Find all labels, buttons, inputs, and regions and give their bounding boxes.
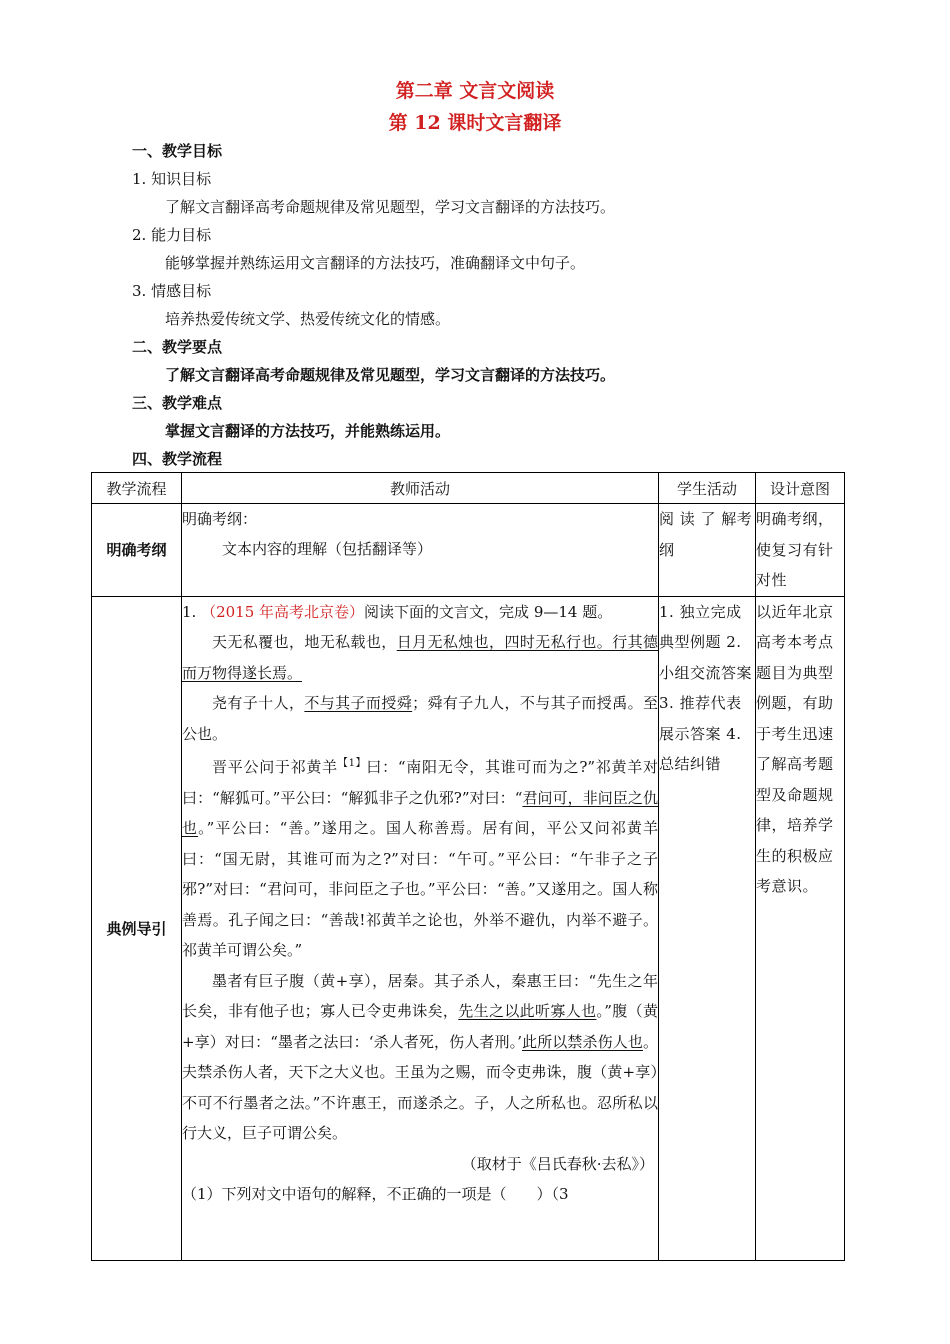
passage-paragraph-2	[182, 688, 658, 749]
p3-text-c: 。”平公曰：“善。”遂用之。国人称善焉。居有间，平公又问祁黄羊曰：“国无尉，其谁可而为之?”对曰：“午可。”平公曰：“午非子之子邪?”对曰：“君问可，非问臣之子也。”平公曰：“善。”又遂用之。国人称善焉。孔子闻之曰：“善哉!祁黄羊之论也，外举不避仇，内举不避子。祁黄羊可谓公矣。”	[182, 819, 658, 959]
passage-paragraph-4	[182, 966, 658, 1149]
footnote-mark: 【1】	[337, 758, 367, 769]
key-points-text: 了解文言翻译高考命题规律及常见题型，学习文言翻译的方法技巧。	[165, 366, 616, 384]
table-row	[92, 504, 845, 597]
passage-source: （取材于《吕氏春秋·去私》）	[461, 1154, 654, 1173]
teacher-activity-syllabus	[182, 504, 659, 597]
p3-text-b: 曰：“南阳无令，其谁可而为之?”祁黄羊对曰：“解狐可。”平公曰：“解狐非子之仇邪?”对曰：“	[182, 758, 658, 807]
p4-underlined-1: 先生之以此听寡人也	[458, 1002, 597, 1020]
p1-underlined: 日月无私烛也，四时无私行也。行其德而万物得遂长焉。	[182, 633, 658, 682]
student-activity-syllabus: 阅 读 了 解考纲	[659, 504, 756, 597]
header-intent: 设计意图	[756, 473, 845, 504]
p4-text-c: 。夫禁杀伤人者，天下之大义也。王虽为之赐，而令吏弗诛，腹（黄+享）不可不行墨者之法。”不许惠王，而遂杀之。子，人之所私也。忍所私以行大义，巨子可谓公矣。	[182, 1032, 658, 1142]
section-heading-difficulties: 三、教学难点	[132, 394, 223, 412]
subheading-knowledge: 1. 知识目标	[132, 170, 212, 188]
p2-text-a: 尧有子十人，	[212, 694, 305, 712]
difficulties-text: 掌握文言翻译的方法技巧，并能熟练运用。	[165, 422, 451, 440]
ability-goal-text: 能够掌握并熟练运用文言翻译的方法技巧，准确翻译文中句子。	[165, 254, 586, 272]
teaching-flow-table	[91, 472, 845, 1261]
syllabus-line: 明确考纲：	[182, 510, 258, 528]
question-text: 阅读下面的文言文，完成 9—14 题。	[364, 602, 613, 621]
header-teacher: 教师活动	[182, 473, 659, 504]
question-number: 1.	[182, 602, 197, 621]
row-label-syllabus: 明确考纲	[92, 504, 182, 597]
question-intro	[182, 597, 658, 628]
p2-underlined: 不与其子而授舜	[304, 694, 413, 712]
design-intent-example: 以近年北京高考本考点题目为典型例题，有助于考生迅速了解高考题型及命题规律，培养学生的积极应考意识。	[756, 596, 845, 1260]
design-intent-syllabus: 明确考纲，使复习有针对性	[756, 504, 845, 597]
header-flow: 教学流程	[92, 473, 182, 504]
teacher-activity-example	[182, 596, 659, 1260]
table-row	[92, 596, 845, 1260]
student-activity-example: 1. 独立完成典型例题 2. 小组交流答案 3. 推荐代表展示答案 4. 总结纠错	[659, 596, 756, 1260]
p3-text-a: 晋平公问于祁黄羊	[212, 758, 338, 776]
passage-paragraph-3	[182, 749, 658, 966]
knowledge-goal-text: 了解文言翻译高考命题规律及常见题型，学习文言翻译的方法技巧。	[165, 198, 616, 216]
p2-text-b: ；舜有子九人，不与其子而授禹。至公也。	[182, 694, 658, 743]
section-heading-goals: 一、教学目标	[132, 142, 223, 160]
subheading-ability: 2. 能力目标	[132, 226, 212, 244]
header-student: 学生活动	[659, 473, 756, 504]
table-header-row	[92, 473, 845, 504]
p4-text-a: 墨者有巨子腹（黄+享），居秦。其子杀人，秦惠王曰：“先生之年长矣，非有他子也；寡人已令吏弗诛矣，	[182, 971, 658, 1020]
chapter-title: 第二章 文言文阅读	[395, 80, 555, 102]
emotion-goal-text: 培养热爱传统文学、热爱传统文化的情感。	[165, 310, 451, 328]
subheading-emotion: 3. 情感目标	[132, 282, 212, 300]
passage-paragraph-1	[182, 627, 658, 688]
lesson-title: 第 12 课时文言翻译	[388, 112, 562, 134]
question-source: （2015 年高考北京卷）	[201, 602, 365, 621]
sub-question-1: （1）下列对文中语句的解释，不正确的一项是（ ）（3	[182, 1185, 569, 1203]
p1-text: 天无私覆也，地无私载也，	[212, 633, 397, 651]
section-heading-key-points: 二、教学要点	[132, 338, 223, 356]
section-heading-flow: 四、教学流程	[132, 450, 223, 468]
p4-underlined-2: 此所以禁杀伤人也	[521, 1032, 643, 1051]
p3-underlined: 君问可，非问臣之仇也	[182, 788, 658, 837]
p4-text-b: 。”腹（黄+享）对曰：“墨者之法曰：‘杀人者死，伤人者刑。’	[182, 1002, 658, 1051]
row-label-example: 典例导引	[92, 596, 182, 1260]
syllabus-content: 文本内容的理解（包括翻译等）	[222, 540, 433, 558]
